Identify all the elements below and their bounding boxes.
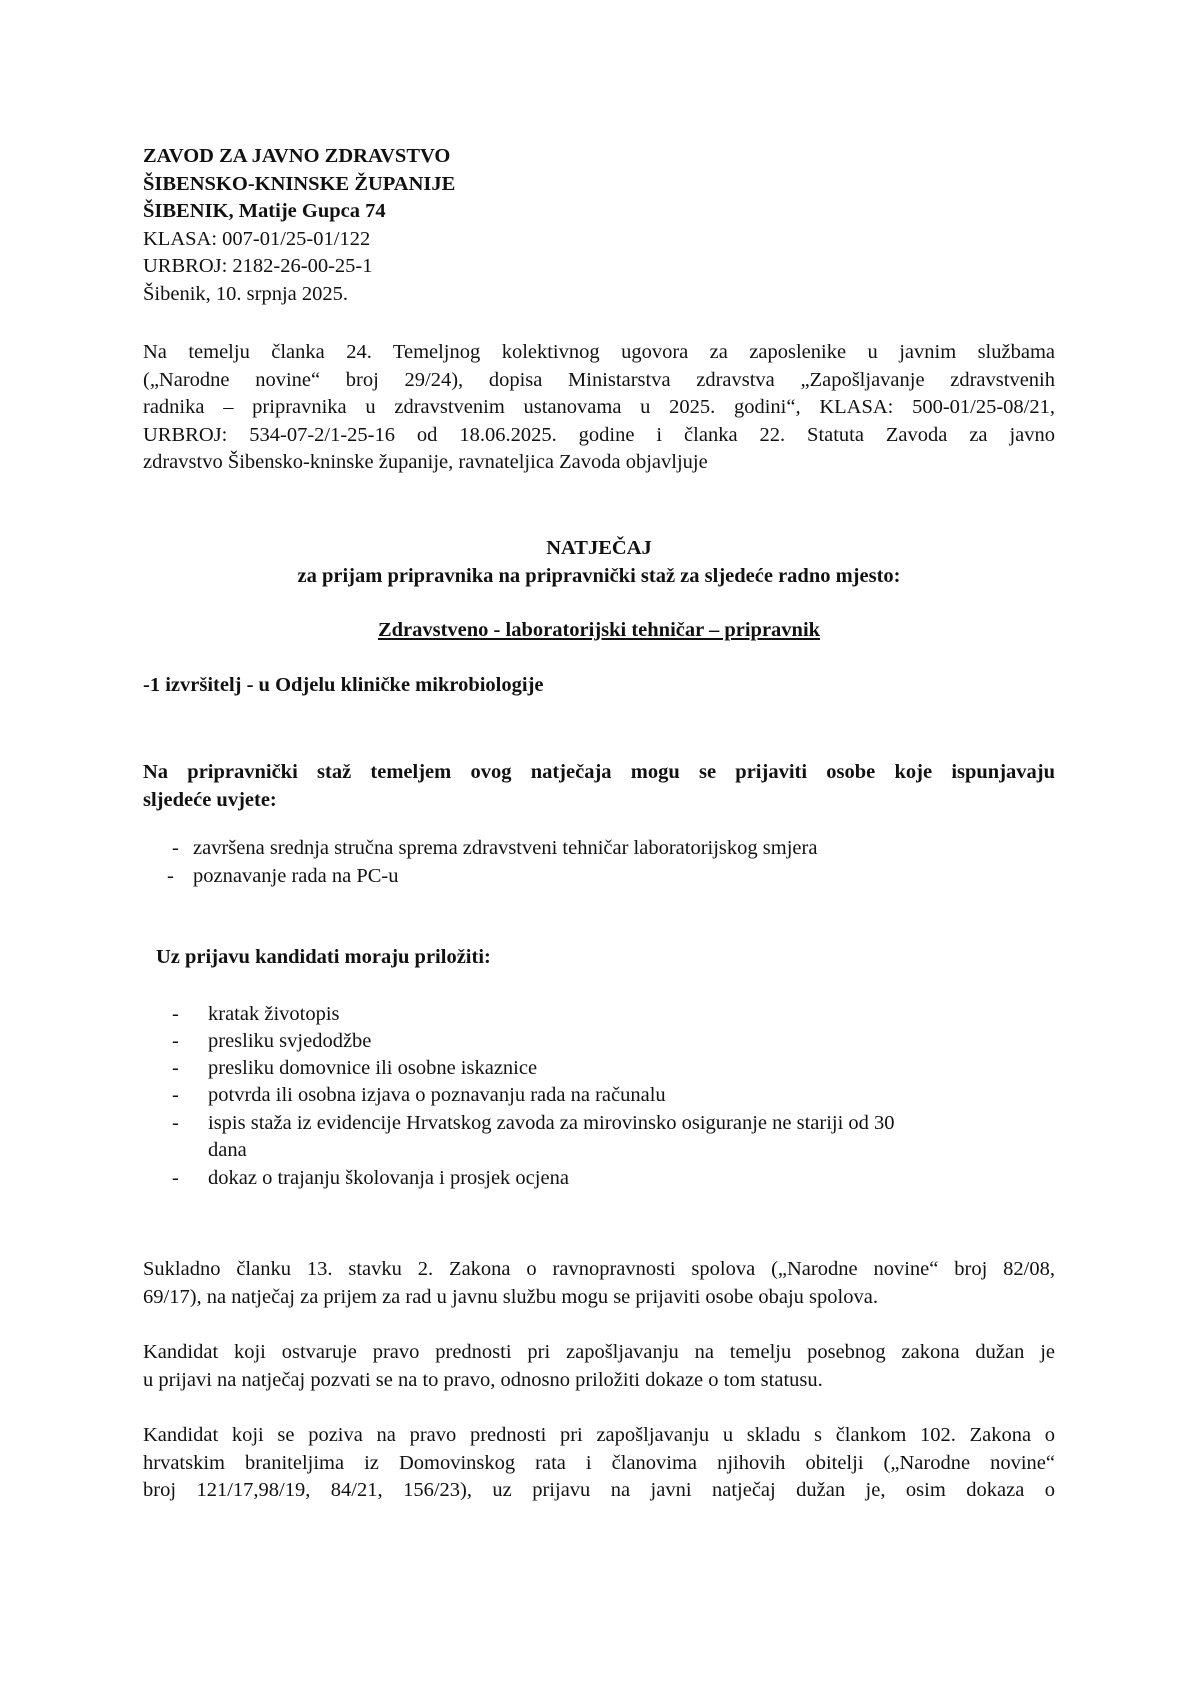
position-title: Zdravstveno - laboratorijski tehničar – pripravnik	[377, 619, 821, 641]
institution-header	[143, 143, 1055, 308]
list-dash: -	[172, 1167, 179, 1189]
institution-address: ŠIBENIK, Matije Gupca 74	[143, 200, 386, 222]
intro-line: radnika – pripravnika u zdravstvenim ustanovama u 2025. godini“, KLASA: 500-01/25-08/21,	[143, 396, 1055, 418]
attachment-item: presliku domovnice ili osobne iskaznice	[208, 1057, 538, 1079]
intro-line: („Narodne novine“ broj 29/24), dopisa Ministarstva zdravstva „Zapošljavanje zdravstvenih	[143, 368, 1055, 391]
attachment-item: presliku svjedodžbe	[208, 1030, 372, 1052]
attachment-item: dokaz o trajanju školovanja i prosjek ocjena	[208, 1167, 569, 1189]
condition-item: završena srednja stručna sprema zdravstveni tehničar laboratorijskog smjera	[193, 837, 818, 859]
intro-paragraph	[143, 339, 1055, 477]
list-dash: -	[172, 1112, 179, 1134]
list-dash: -	[172, 1084, 179, 1106]
attachment-item-continuation: dana	[208, 1139, 247, 1161]
attachment-item: potvrda ili osobna izjava o poznavanju rada na računalu	[208, 1084, 666, 1106]
list-dash: -	[172, 1003, 179, 1025]
attachments-heading: Uz prijavu kandidati moraju priložiti:	[156, 946, 491, 968]
gender-equality-paragraph	[143, 1256, 1055, 1311]
intro-line: URBROJ: 534-07-2/1-25-16 od 18.06.2025. godine i članka 22. Statuta Zavoda za javno	[143, 423, 1055, 446]
paragraph-line: u prijavi na natječaj pozvati se na to pravo, odnosno priložiti dokaze o tom statusu.	[143, 1368, 823, 1391]
institution-county: ŠIBENSKO-KNINSKE ŽUPANIJE	[143, 172, 456, 195]
list-dash: -	[167, 865, 174, 887]
attachment-item: kratak životopis	[208, 1003, 340, 1025]
executor-line: -1 izvršitelj - u Odjelu kliničke mikrobiologije	[143, 674, 544, 696]
urbroj-reference: URBROJ: 2182-26-00-25-1	[143, 255, 373, 277]
conditions-heading-line: Na pripravnički staž temeljem ovog natječaja mogu se prijaviti osobe koje ispunjavaju	[143, 761, 1055, 783]
position-wrapper	[143, 617, 1055, 645]
paragraph-line: Sukladno članku 13. stavku 2. Zakona o ravnopravnosti spolova („Narodne novine“ broj 82/08,	[143, 1258, 1055, 1280]
list-dash: -	[172, 1057, 179, 1079]
paragraph-line: broj 121/17,98/19, 84/21, 156/23), uz prijavu na javni natječaj dužan je, osim dokaza o	[143, 1479, 1055, 1501]
condition-item: poznavanje rada na PC-u	[193, 865, 399, 887]
klasa-reference: KLASA: 007-01/25-01/122	[143, 227, 371, 250]
veterans-paragraph	[143, 1422, 1055, 1505]
conditions-heading	[143, 759, 1055, 814]
attachment-item: ispis staža iz evidencije Hrvatskog zavoda za mirovinsko osiguranje ne stariji od 30	[208, 1112, 895, 1134]
conditions-heading-line: sljedeće uvjete:	[143, 788, 277, 811]
list-dash: -	[172, 1030, 179, 1052]
page-subtitle: za prijam pripravnika na pripravnički staž za sljedeće radno mjesto:	[297, 565, 901, 587]
paragraph-line: hrvatskim braniteljima iz Domovinskog rata i članovima njihovih obitelji („Narodne novine“	[143, 1451, 1055, 1474]
intro-line: zdravstvo Šibensko-kninske županije, ravnateljica Zavoda objavljuje	[143, 451, 708, 473]
document-date: Šibenik, 10. srpnja 2025.	[143, 282, 348, 305]
page-title: NATJEČAJ	[546, 537, 652, 559]
institution-name: ZAVOD ZA JAVNO ZDRAVSTVO	[143, 145, 451, 167]
paragraph-line: Kandidat koji ostvaruje pravo prednosti pri zapošljavanju na temelju posebnog zakona dužan je	[143, 1341, 1055, 1363]
paragraph-line: 69/17), na natječaj za prijem za rad u javnu službu mogu se prijaviti osobe obaju spolova.	[143, 1285, 878, 1308]
paragraph-line: Kandidat koji se poziva na pravo prednosti pri zapošljavanju u skladu s člankom 102. Zakona o	[143, 1424, 1055, 1446]
intro-line: Na temelju članka 24. Temeljnog kolektivnog ugovora za zaposlenike u javnim službama	[143, 341, 1055, 363]
list-dash: -	[172, 837, 179, 859]
priority-paragraph	[143, 1339, 1055, 1394]
